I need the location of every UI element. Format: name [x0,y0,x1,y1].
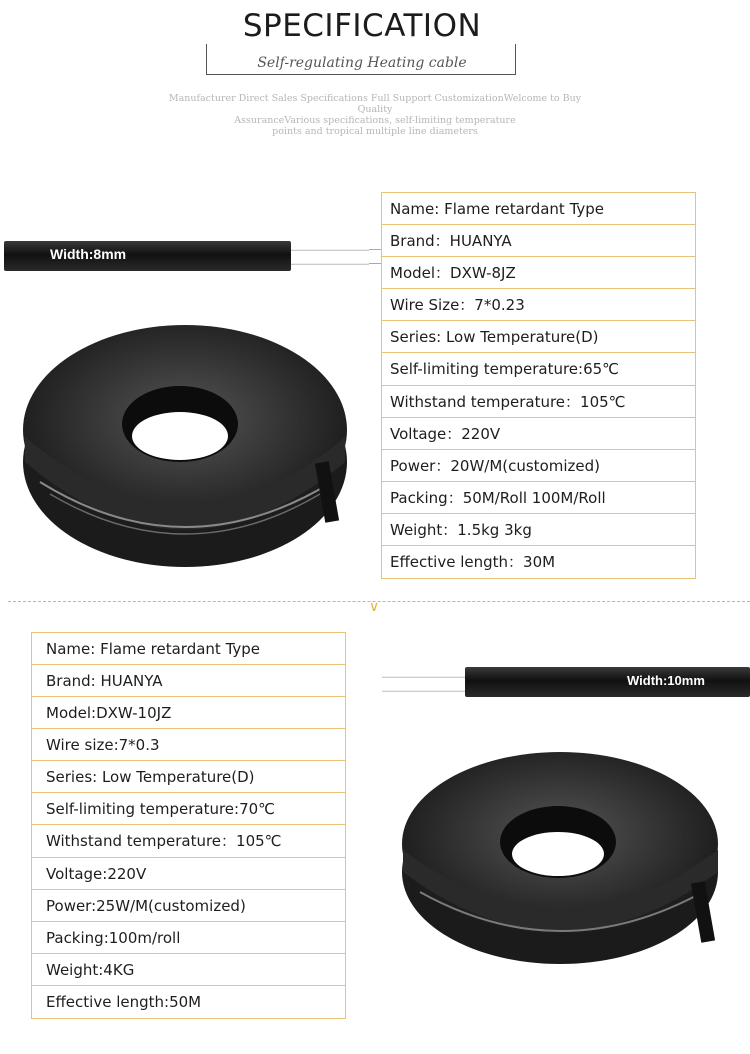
spec-row: Weight：1.5kg 3kg [382,514,695,546]
spec-row: Self-limiting temperature:65℃ [382,353,695,385]
spec-row: Voltage:220V [32,858,345,890]
header-note [160,93,590,137]
spec-row: Brand：HUANYA [382,225,695,257]
spec-row: Weight:4KG [32,954,345,986]
wire-strand [291,263,369,265]
cable-strip-10mm [465,667,750,697]
wire-strand [382,690,467,692]
note-line: Manufacturer Direct Sales Specifications Full Support CustomizationWelcome to Buy Quality [168,93,582,115]
spec-row: Effective length:50M [46,992,202,1011]
page-subtitle: Self-regulating Heating cable [257,55,467,71]
spec-row: Power：20W/M(customized) [382,450,695,482]
spec-row: Packing:100m/roll [32,922,345,954]
note-line: points and tropical multiple line diameters [272,126,478,137]
wire-strand [291,249,369,251]
spec-table-10mm [31,632,346,1019]
spec-row: Effective length：30M [390,553,556,572]
spec-row: Model：DXW-8JZ [382,257,695,289]
note-line: AssuranceVarious specifications, self-limiting temperature [234,115,516,126]
spec-row: Model:DXW-10JZ [32,697,345,729]
cable-strip-8mm [4,241,291,271]
spec-row: Power:25W/M(customized) [32,890,345,922]
spec-row: Wire Size：7*0.23 [382,289,695,321]
spec-row: Withstand temperature：105℃ [32,825,345,857]
spec-row: Series: Low Temperature(D) [382,321,695,353]
spec-row: Series: Low Temperature(D) [32,761,345,793]
spec-row: Voltage：220V [382,418,695,450]
spec-row: Packing：50M/Roll 100M/Roll [382,482,695,514]
page-title: SPECIFICATION [206,8,518,44]
spec-row: Withstand temperature：105℃ [382,386,695,418]
chevron-down-icon: ∨ [369,599,380,615]
spec-row: Name: Flame retardant Type [382,193,695,225]
width-label: Width:8mm [50,246,127,262]
spec-row: Wire size:7*0.3 [32,729,345,761]
spec-table-8mm [381,192,696,579]
cable-coil-image [398,742,728,972]
spec-row: Name: Flame retardant Type [32,633,345,665]
width-label: Width:10mm [627,673,705,688]
spec-row: Brand: HUANYA [32,665,345,697]
connector-line [369,249,381,250]
spec-row: Self-limiting temperature:70℃ [32,793,345,825]
wire-strand [382,676,467,678]
cable-coil-image [20,312,360,577]
connector-line [369,263,381,264]
